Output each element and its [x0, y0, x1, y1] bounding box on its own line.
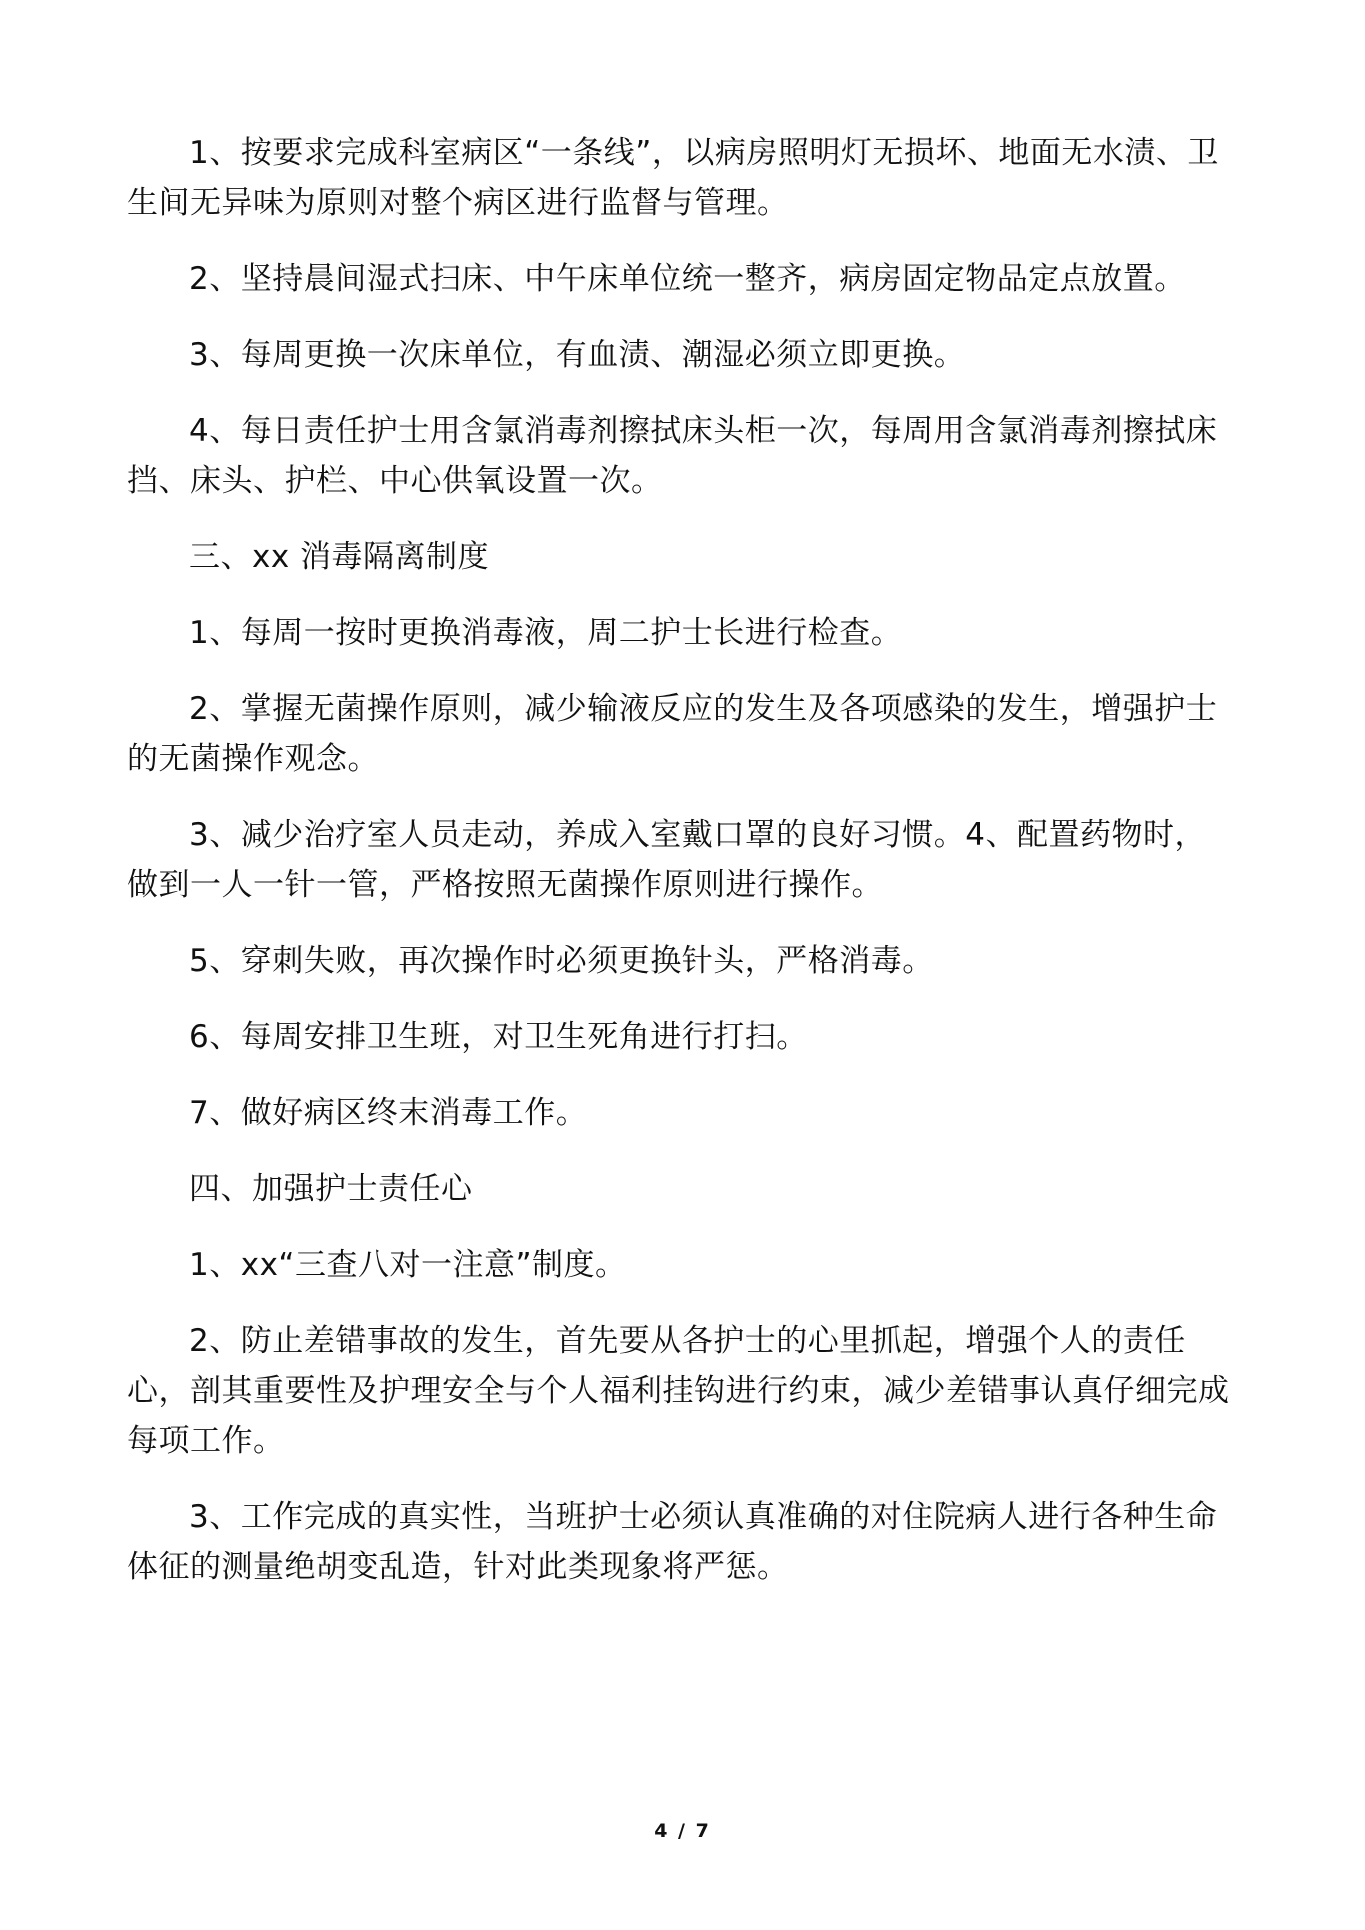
paragraph-disinfect-wipe: 4、每日责任护士用含氯消毒剂擦拭床头柜一次，每周用含氯消毒剂擦拭床挡、床头、护栏、中心供氧设置一次。 [127, 413, 1218, 499]
paragraph-prevent-errors: 2、防止差错事故的发生，首先要从各护士的心里抓起，增强个人的责任心，剖其重要性及护理安全与个人福利挂钩进行约束，减少差错事认真仔细完成每项工作。 [127, 1323, 1230, 1459]
document-body [127, 128, 1237, 1618]
paragraph-morning-bed: 2、坚持晨间湿式扫床、中午床单位统一整齐，病房固定物品定点放置。 [189, 261, 1186, 297]
page-number: 4 / 7 [654, 1820, 711, 1842]
paragraph-terminal-disinfection: 7、做好病区终末消毒工作。 [189, 1095, 588, 1131]
paragraph-puncture: 5、穿刺失败，再次操作时必须更换针头，严格消毒。 [189, 943, 934, 979]
paragraph-three-checks: 1、xx“三查八对一注意”制度。 [189, 1247, 627, 1283]
paragraph-cleaning-shift: 6、每周安排卫生班，对卫生死角进行打扫。 [189, 1019, 808, 1055]
paragraph-bed-change: 3、每周更换一次床单位，有血渍、潮湿必须立即更换。 [189, 337, 966, 373]
paragraph-ward-line: 1、按要求完成科室病区“一条线”，以病房照明灯无损坏、地面无水渍、卫生间无异味为原则对整个病区进行监督与管理。 [127, 135, 1219, 221]
paragraph-disinfectant-replace: 1、每周一按时更换消毒液，周二护士长进行检查。 [189, 615, 903, 651]
section-heading-responsibility: 四、加强护士责任心 [189, 1171, 473, 1207]
paragraph-aseptic-principle: 2、掌握无菌操作原则，减少输液反应的发生及各项感染的发生，增强护士的无菌操作观念。 [127, 691, 1218, 777]
paragraph-treatment-room: 3、减少治疗室人员走动，养成入室戴口罩的良好习惯。4、配置药物时，做到一人一针一管，严格按照无菌操作原则进行操作。 [127, 817, 1206, 903]
section-heading-disinfection: 三、xx 消毒隔离制度 [189, 539, 490, 575]
paragraph-authenticity: 3、工作完成的真实性，当班护士必须认真准确的对住院病人进行各种生命体征的测量绝胡变乱造，针对此类现象将严惩。 [127, 1499, 1218, 1585]
